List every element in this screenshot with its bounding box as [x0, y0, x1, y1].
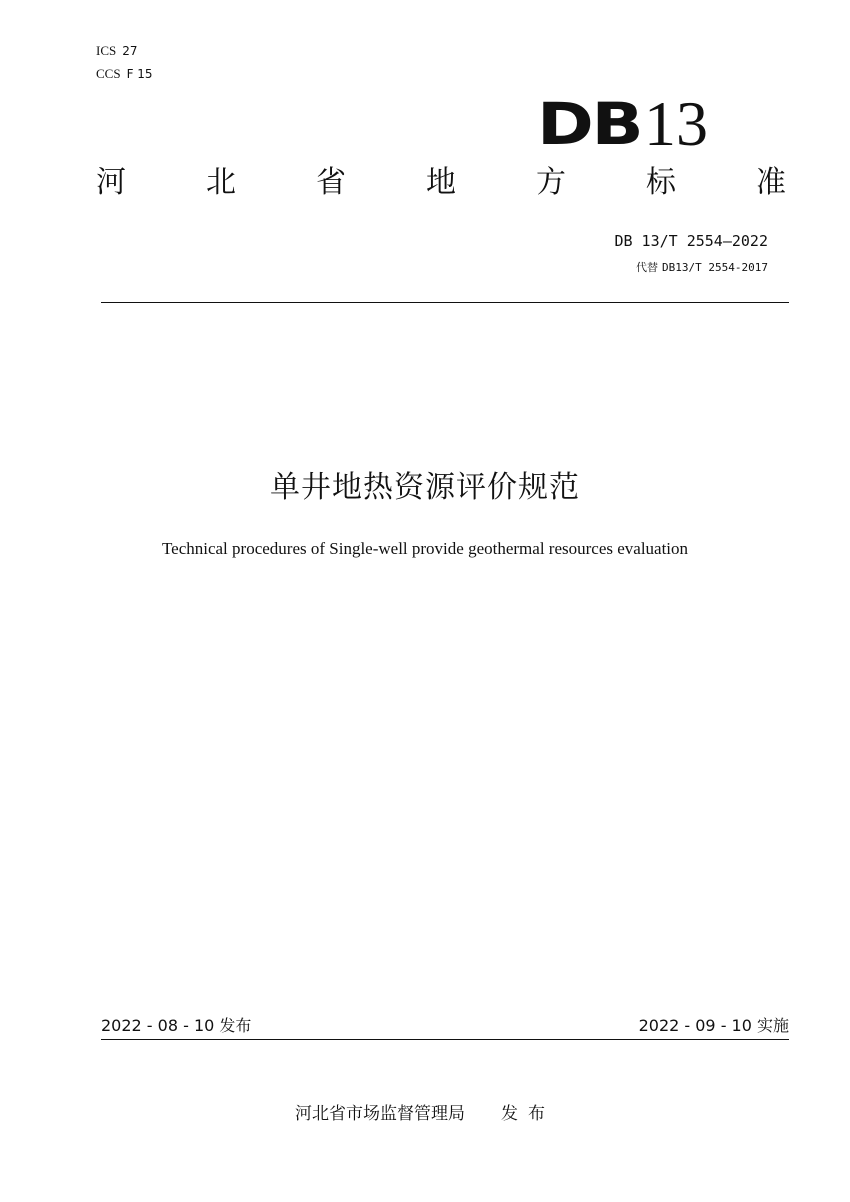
standard-type-char: 地	[426, 165, 456, 200]
standard-type-char: 北	[206, 165, 236, 200]
db-prefix: DB	[537, 90, 642, 158]
supersedes-note	[636, 260, 768, 276]
document-title-english: Technical procedures of Single-well provide geothermal resources evaluation	[161, 539, 689, 558]
standard-type-char: 省	[316, 165, 346, 200]
supersedes-value: DB13/T 2554-2017	[662, 261, 768, 274]
db13-mark	[537, 88, 747, 159]
supersedes-label: 代替	[636, 261, 659, 274]
ics-code	[96, 43, 138, 60]
document-title-chinese: 单井地热资源评价规范	[270, 470, 580, 505]
date-divider	[101, 1039, 789, 1040]
ics-value: 27	[122, 44, 138, 58]
standard-type-char: 河	[96, 165, 126, 200]
ccs-code	[96, 66, 153, 83]
standard-type-char: 方	[536, 165, 566, 200]
standard-type-char: 准	[756, 165, 786, 200]
implementation-date: 2022 - 09 - 10 实施	[638, 1016, 789, 1035]
ccs-value: F 15	[126, 67, 153, 81]
header-divider	[101, 302, 789, 303]
standard-type-heading	[96, 163, 786, 203]
ccs-label: CCS	[96, 66, 121, 81]
issuing-authority	[0, 1102, 850, 1126]
issue-date: 2022 - 08 - 10 发布	[101, 1016, 252, 1035]
standard-number: DB 13/T 2554—2022	[614, 232, 768, 250]
standard-type-char: 标	[646, 165, 676, 200]
issuer-name: 河北省市场监督管理局	[295, 1104, 465, 1124]
ics-label: ICS	[96, 43, 117, 58]
issuer-action: 发布	[501, 1104, 555, 1124]
province-code: 13	[644, 88, 708, 159]
